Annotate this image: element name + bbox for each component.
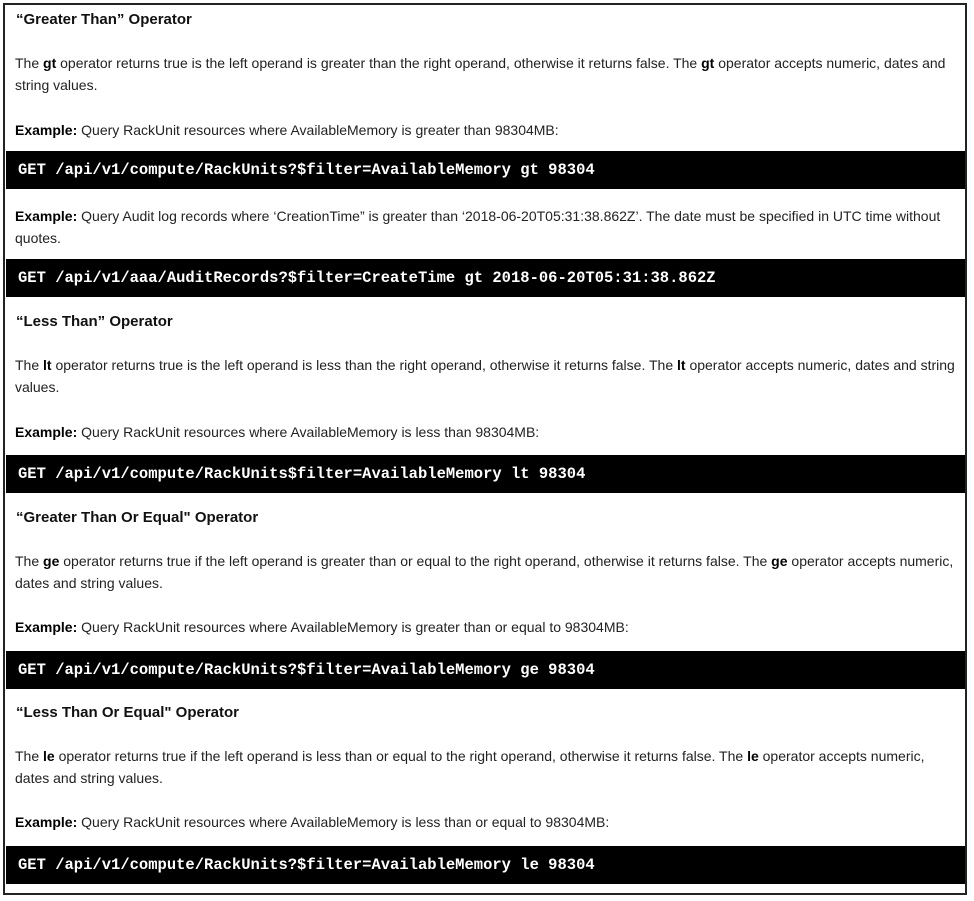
section-description-ge: The ge operator returns true if the left operand is greater than or equal to the right operand, otherwise it returns false. The ge operator accepts numeric, dates and string values. <box>15 553 954 591</box>
section-description-lt: The lt operator returns true is the left operand is less than the right operand, otherwise it returns false. The lt operator accepts numeric, dates and string values. <box>15 357 955 395</box>
code-block-lt: GET /api/v1/compute/RackUnits$filter=AvailableMemory lt 98304 <box>6 455 966 493</box>
example-text-lt: Example: Query RackUnit resources where AvailableMemory is less than 98304MB: <box>15 424 540 440</box>
section-description-le: The le operator returns true if the left operand is less than or equal to the right operand, otherwise it returns false. The le operator accepts numeric, dates and string values. <box>15 748 925 786</box>
section-heading-gt: “Greater Than” Operator <box>16 11 192 28</box>
code-block-gt-1: GET /api/v1/compute/RackUnits?$filter=AvailableMemory gt 98304 <box>6 151 966 189</box>
example-text-ge: Example: Query RackUnit resources where AvailableMemory is greater than or equal to 98304MB: <box>15 619 629 635</box>
code-block-gt-2: GET /api/v1/aaa/AuditRecords?$filter=CreateTime gt 2018-06-20T05:31:38.862Z <box>6 259 966 297</box>
example-text-le: Example: Query RackUnit resources where AvailableMemory is less than or equal to 98304MB: <box>15 814 610 830</box>
example-text-gt-1: Example: Query RackUnit resources where AvailableMemory is greater than 98304MB: <box>15 122 559 138</box>
section-heading-lt: “Less Than” Operator <box>16 313 173 330</box>
section-heading-le: “Less Than Or Equal" Operator <box>16 704 239 721</box>
example-text-gt-2: Example: Query Audit log records where ‘CreationTime” is greater than ‘2018-06-20T05:31:38.862Z’. The date must be specified in UTC time without quotes. <box>15 208 941 246</box>
section-description-gt: The gt operator returns true is the left operand is greater than the right operand, otherwise it returns false. The gt operator accepts numeric, dates and string values. <box>15 55 946 93</box>
code-block-le: GET /api/v1/compute/RackUnits?$filter=AvailableMemory le 98304 <box>6 846 966 884</box>
document-frame <box>3 3 967 895</box>
section-heading-ge: “Greater Than Or Equal" Operator <box>16 509 259 526</box>
code-block-ge: GET /api/v1/compute/RackUnits?$filter=AvailableMemory ge 98304 <box>6 651 966 689</box>
